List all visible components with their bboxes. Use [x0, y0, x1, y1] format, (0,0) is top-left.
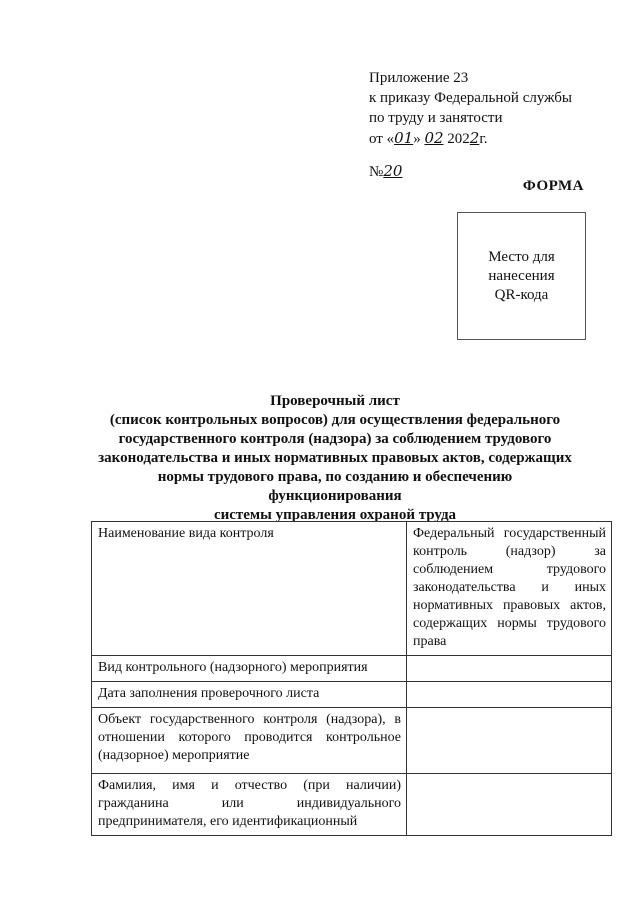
title-line2: (список контрольных вопросов) для осуществления федерального [109, 412, 561, 428]
title-line6: системы управления охраной труда [213, 507, 457, 523]
checklist-info-table [91, 521, 612, 836]
title-line5: нормы трудового права, по созданию и обеспечению функционирования [157, 469, 513, 504]
row-label: Вид контрольного (надзорного) мероприятия [92, 656, 407, 682]
title-line4: законодательства и иных нормативных правовых актов, содержащих [98, 450, 572, 466]
row-value: Федеральный государственный контроль (надзор) за соблюдением трудового законодательства и иных нормативных правовых актов, содержащих нормы трудового права [407, 522, 612, 656]
appendix-agency: по труду и занятости [369, 110, 503, 126]
row-value-field[interactable] [407, 708, 612, 774]
row-value-field[interactable] [407, 774, 612, 836]
title-line1: Проверочный лист [270, 393, 400, 409]
appendix-header [369, 68, 572, 182]
row-value-field[interactable] [407, 656, 612, 682]
qr-placeholder-line3: QR-кода [494, 286, 549, 303]
row-label: Фамилия, имя и отчество (при наличии) гражданина или индивидуального предпринимателя, его идентификационный [92, 774, 407, 836]
title-line3: государственного контроля (надзора) за соблюдением трудового [118, 431, 552, 447]
qr-placeholder-line1: Место для [488, 248, 555, 265]
appendix-date [369, 128, 572, 149]
table-row [92, 708, 612, 774]
forma-label: ФОРМА [522, 178, 584, 194]
qr-code-placeholder [457, 212, 586, 340]
document-title [90, 392, 580, 525]
date-end: г. [479, 131, 488, 147]
table-row [92, 774, 612, 836]
table-row [92, 682, 612, 708]
date-month: 02 [424, 129, 444, 147]
number-value: 20 [383, 162, 403, 180]
date-year-suffix: 2 [469, 129, 480, 147]
number-prefix: № [369, 164, 384, 180]
row-value-field[interactable] [407, 682, 612, 708]
date-mid: » [413, 131, 425, 147]
table-row [92, 656, 612, 682]
table-row [92, 522, 612, 656]
appendix-order-ref: к приказу Федеральной службы [369, 90, 573, 106]
date-prefix: от « [369, 131, 395, 147]
appendix-number: Приложение 23 [369, 70, 469, 86]
date-day: 01 [394, 129, 414, 147]
qr-placeholder-line2: нанесения [488, 267, 555, 284]
row-label: Наименование вида контроля [92, 522, 407, 656]
row-label: Объект государственного контроля (надзора), в отношении которого проводится контрольное (надзорное) мероприятие [92, 708, 407, 774]
row-label: Дата заполнения проверочного листа [92, 682, 407, 708]
date-year-prefix: 202 [443, 131, 470, 147]
